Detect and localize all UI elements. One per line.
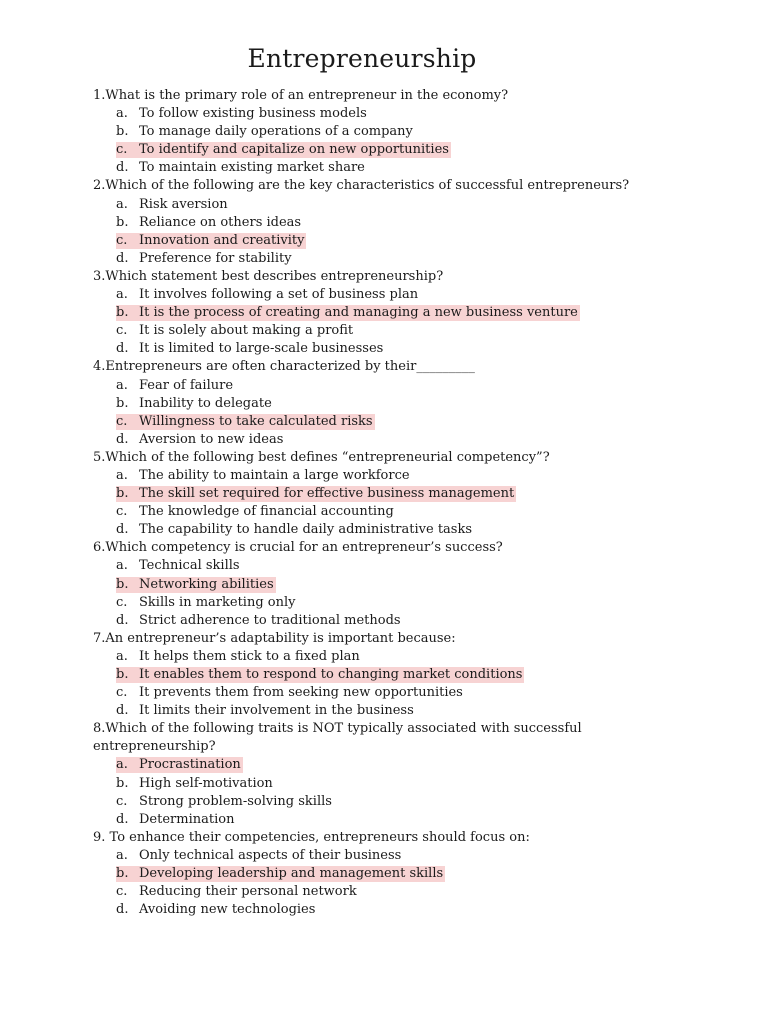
answer-option-highlighted: [93, 232, 653, 250]
answer-line: [139, 251, 292, 266]
question-text: 3.Which statement best describes entrepreneurship?: [93, 268, 444, 284]
option-letter: d.: [116, 431, 129, 447]
answer-line: [139, 902, 315, 917]
option-letter: b.: [116, 866, 129, 882]
answer-option-highlighted: [93, 304, 653, 322]
answer-line: [139, 468, 410, 483]
option-text: Avoiding new technologies: [139, 902, 316, 918]
option-letter: b.: [116, 124, 129, 140]
option-letter: a.: [116, 847, 128, 863]
option-letter: b.: [116, 667, 129, 682]
option-text: Willingness to take calculated risks: [139, 413, 373, 429]
option-text: Fear of failure: [139, 377, 234, 393]
answer-option: [93, 395, 653, 413]
option-letter: a.: [116, 558, 128, 574]
answer-option: [93, 105, 653, 123]
option-text: It prevents them from seeking new opportunities: [139, 685, 463, 701]
option-list: [93, 756, 653, 828]
answer-option: [93, 521, 653, 539]
option-text: Strong problem-solving skills: [139, 793, 332, 809]
option-letter: b.: [116, 486, 129, 502]
option-text: It limits their involvement in the business: [139, 703, 414, 719]
answer-option: [93, 196, 653, 214]
option-letter: a.: [116, 757, 128, 773]
answer-option: [93, 594, 653, 612]
answer-option-highlighted: [93, 666, 653, 684]
option-list: [93, 286, 653, 358]
question-9: [93, 829, 653, 919]
answer-line: [139, 558, 240, 573]
option-letter: c.: [116, 793, 128, 809]
option-letter: a.: [116, 467, 128, 483]
answer-line: [139, 287, 418, 302]
option-letter: d.: [116, 522, 129, 538]
option-letter: d.: [116, 811, 129, 827]
question-3: [93, 268, 653, 358]
answer-option-highlighted: [93, 485, 653, 503]
option-text: It involves following a set of business plan: [139, 287, 419, 303]
answer-option-highlighted: [93, 141, 653, 159]
option-letter: c.: [116, 504, 128, 520]
option-letter: c.: [116, 413, 128, 429]
answer-line: [139, 776, 273, 791]
option-list: [93, 196, 653, 268]
question-text: 2.Which of the following are the key characteristics of successful entrepreneurs?: [93, 178, 630, 194]
answer-option: [93, 612, 653, 630]
option-letter: a.: [116, 196, 128, 212]
option-text: Preference for stability: [139, 250, 292, 266]
answer-line: [139, 613, 401, 628]
option-text: Only technical aspects of their business: [139, 847, 402, 863]
answer-option-highlighted: [93, 413, 653, 431]
option-text: It is solely about making a profit: [139, 323, 354, 339]
answer-option: [93, 322, 653, 340]
option-text: Aversion to new ideas: [139, 431, 284, 447]
option-text: Technical skills: [139, 558, 240, 574]
answer-line: [139, 378, 233, 393]
option-letter: c.: [116, 142, 128, 158]
option-letter: b.: [116, 214, 129, 230]
option-text: It enables them to respond to changing market conditions: [139, 667, 523, 682]
answer-line: [139, 197, 228, 212]
option-text: To maintain existing market share: [139, 160, 365, 176]
answer-line: [139, 160, 365, 175]
answer-highlight: [116, 757, 243, 773]
option-text: The skill set required for effective business management: [139, 486, 515, 502]
option-text: Inability to delegate: [139, 395, 272, 411]
question-text: 1.What is the primary role of an entrepreneur in the economy?: [93, 88, 509, 103]
answer-option: [93, 431, 653, 449]
answer-option: [93, 684, 653, 702]
question-8: [93, 720, 653, 829]
answer-line: [139, 432, 283, 447]
option-text: High self-motivation: [139, 775, 273, 791]
answer-option: [93, 340, 653, 358]
option-letter: b.: [116, 395, 129, 411]
option-text: Procrastination: [139, 757, 241, 773]
answer-option: [93, 557, 653, 575]
answer-highlight: [116, 414, 375, 430]
option-letter: c.: [116, 232, 128, 248]
question-7: [93, 630, 653, 720]
option-list: [93, 557, 653, 629]
answer-option: [93, 901, 653, 919]
answer-line: [139, 106, 367, 121]
question-5: [93, 449, 653, 539]
option-text: Reliance on others ideas: [139, 214, 302, 230]
answer-highlight: [116, 577, 276, 593]
option-text: Risk aversion: [139, 196, 228, 212]
answer-option: [93, 286, 653, 304]
question-text: 5.Which of the following best defines “entrepreneurial competency”?: [93, 449, 550, 465]
question-text: 4.Entrepreneurs are often characterized by their_________: [93, 359, 475, 375]
answer-line: [139, 341, 383, 356]
option-text: It helps them stick to a fixed plan: [139, 648, 360, 664]
answer-option: [93, 159, 653, 177]
option-letter: d.: [116, 160, 129, 176]
answer-option: [93, 847, 653, 865]
option-text: To identify and capitalize on new opportunities: [139, 142, 449, 158]
answer-option: [93, 793, 653, 811]
question-text: 7.An entrepreneur’s adaptability is important because:: [93, 630, 456, 646]
answer-highlight: [116, 305, 580, 321]
option-letter: c.: [116, 323, 128, 339]
answer-option: [93, 775, 653, 793]
option-letter: c.: [116, 884, 128, 900]
option-text: The ability to maintain a large workforce: [139, 467, 410, 483]
answer-line: [139, 685, 463, 700]
answer-line: [139, 396, 272, 411]
answer-highlight: [116, 486, 516, 502]
answer-line: [139, 595, 296, 610]
option-letter: b.: [116, 775, 129, 791]
answer-line: [139, 812, 234, 827]
question-1: [93, 87, 653, 177]
answer-option-highlighted: [93, 576, 653, 594]
option-letter: a.: [116, 106, 128, 122]
option-text: It is the process of creating and managing a new business venture: [139, 305, 578, 321]
question-text: 6.Which competency is crucial for an entrepreneur’s success?: [93, 540, 503, 556]
option-letter: a.: [116, 287, 128, 303]
option-text: Reducing their personal network: [139, 884, 357, 900]
answer-line: [139, 215, 301, 230]
option-text: Skills in marketing only: [139, 594, 296, 610]
answer-line: [139, 848, 401, 863]
answer-line: [139, 649, 360, 664]
option-letter: b.: [116, 305, 129, 321]
page-title: Entrepreneurship: [247, 44, 477, 73]
option-text: To follow existing business models: [139, 106, 367, 122]
answer-option: [93, 250, 653, 268]
answer-line: [139, 884, 357, 899]
answer-line: [139, 522, 472, 537]
option-text: The capability to handle daily administrative tasks: [139, 522, 473, 538]
answer-option-highlighted: [93, 865, 653, 883]
option-letter: c.: [116, 685, 128, 701]
option-text: Networking abilities: [139, 576, 274, 592]
answer-highlight: [116, 142, 451, 158]
answer-option: [93, 702, 653, 720]
option-letter: c.: [116, 594, 128, 610]
answer-option: [93, 214, 653, 232]
answer-option: [93, 883, 653, 901]
answer-line: [139, 703, 414, 718]
question-text: 8.Which of the following traits is NOT typically associated with successful entrepreneurship?: [93, 721, 582, 755]
answer-option: [93, 377, 653, 395]
option-text: It is limited to large-scale businesses: [139, 341, 384, 357]
option-letter: d.: [116, 341, 129, 357]
option-text: Determination: [139, 811, 235, 827]
answer-highlight: [116, 667, 524, 683]
option-list: [93, 467, 653, 539]
answer-line: [139, 504, 394, 519]
answer-option: [93, 648, 653, 666]
answer-option: [93, 503, 653, 521]
question-text: 9. To enhance their competencies, entrepreneurs should focus on:: [93, 829, 530, 845]
option-text: To manage daily operations of a company: [139, 124, 413, 140]
option-list: [93, 105, 653, 177]
answer-line: [139, 124, 413, 139]
answer-line: [139, 794, 332, 809]
answer-line: [139, 323, 353, 338]
answer-option: [93, 467, 653, 485]
answer-highlight: [116, 866, 445, 882]
option-list: [93, 847, 653, 919]
answer-option-highlighted: [93, 756, 653, 774]
option-letter: d.: [116, 250, 129, 266]
option-letter: a.: [116, 648, 128, 664]
question-2: [93, 177, 653, 267]
question-list: [93, 87, 653, 919]
option-list: [93, 648, 653, 720]
question-4: [93, 358, 653, 448]
option-text: Developing leadership and management skills: [139, 866, 444, 882]
option-text: Strict adherence to traditional methods: [139, 612, 401, 628]
option-letter: d.: [116, 902, 129, 918]
answer-highlight: [116, 233, 306, 249]
answer-option: [93, 123, 653, 141]
answer-option: [93, 811, 653, 829]
option-text: The knowledge of financial accounting: [139, 504, 394, 520]
option-letter: d.: [116, 612, 129, 628]
option-list: [93, 377, 653, 449]
option-letter: a.: [116, 377, 128, 393]
option-text: Innovation and creativity: [139, 232, 305, 248]
question-6: [93, 539, 653, 629]
option-letter: d.: [116, 703, 129, 719]
option-letter: b.: [116, 576, 129, 592]
